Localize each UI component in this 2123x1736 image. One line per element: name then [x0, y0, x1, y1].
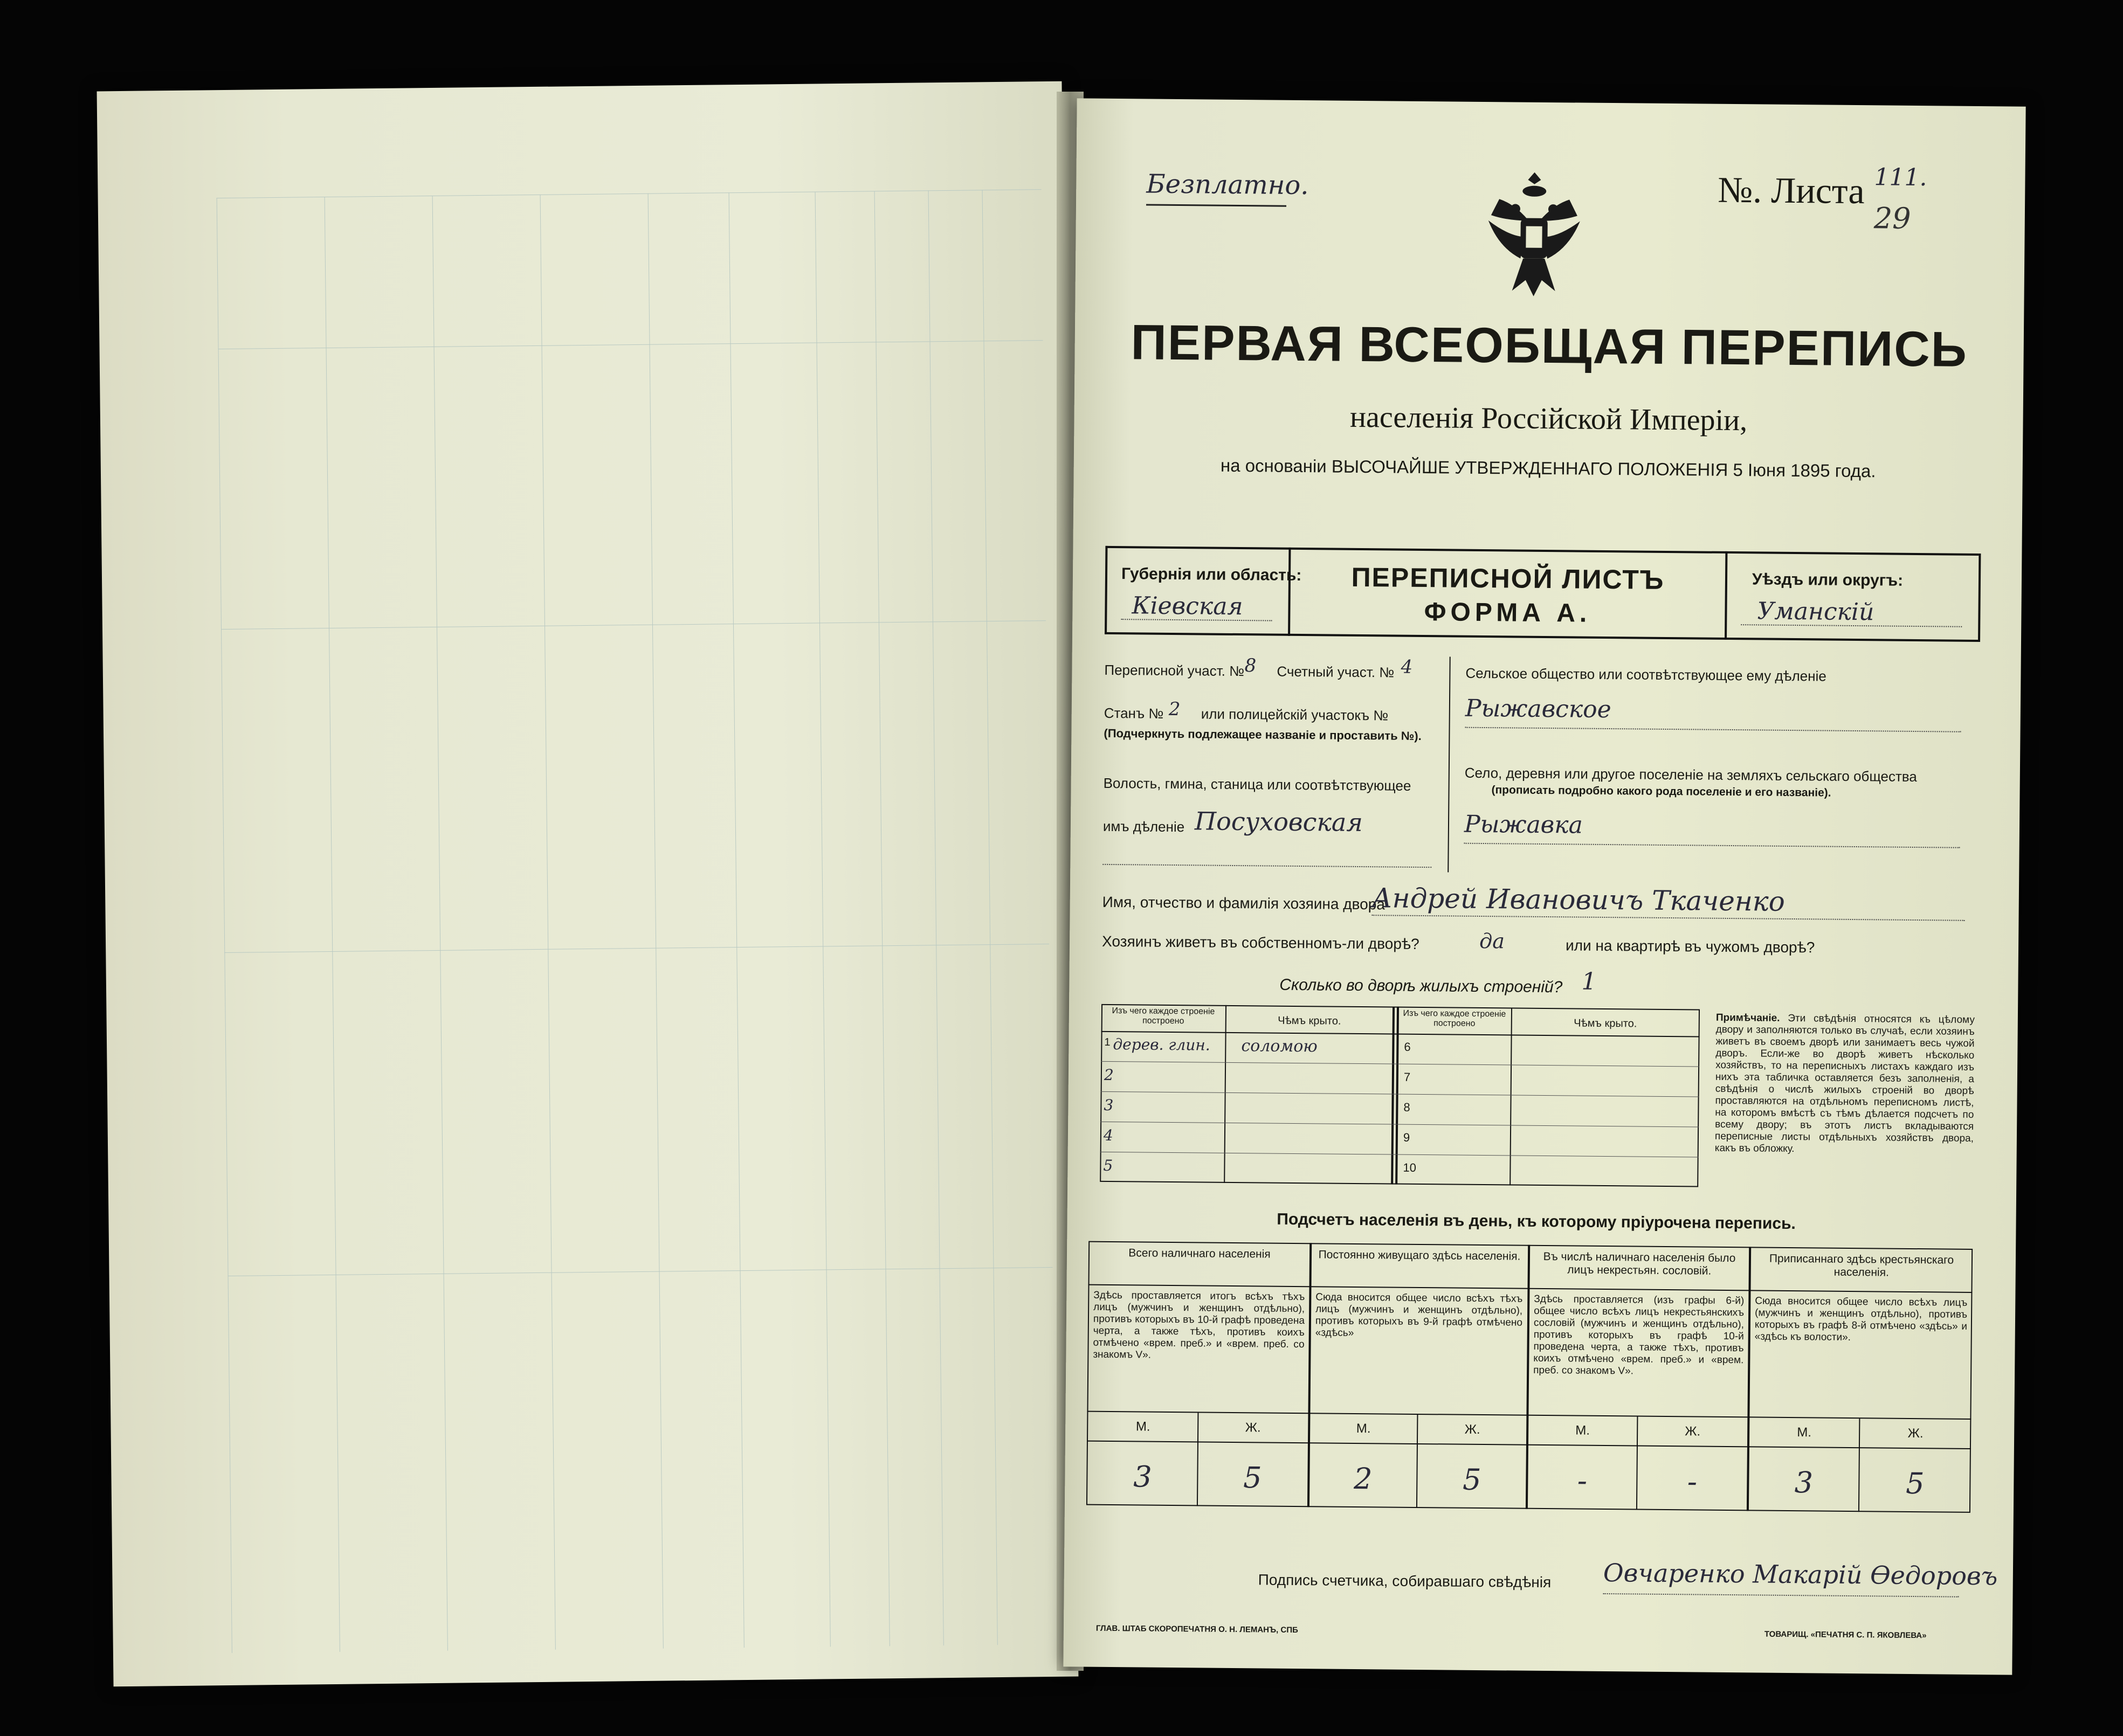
- row-number: 5: [1103, 1156, 1113, 1175]
- population-col-title: Постоянно живущаго здѣсь населенія.: [1318, 1248, 1521, 1263]
- male-label: М.: [1797, 1425, 1812, 1440]
- total-male-value: 3: [1133, 1460, 1152, 1494]
- sheet-number-1: 111.: [1874, 163, 1927, 192]
- male-label: М.: [1575, 1423, 1590, 1438]
- population-col-title: Всего наличнаго населенія: [1128, 1247, 1271, 1261]
- gubernia-label: Губернія или область:: [1121, 565, 1302, 585]
- grid-line: [432, 196, 448, 1651]
- dotted-line: [1741, 624, 1962, 627]
- note-text: Эти свѣдѣнія относятся къ цѣлому двору и заполняются только въ случаѣ, если хозяинъ живетъ въ своемъ дворѣ или занимаетъ весь чужой дворъ. Если-же во дворѣ живетъ нѣсколько хозяйствъ, то на переписныхъ листахъ каждаго изъ нихъ эта табличка оставляется безъ заполненія, а свѣдѣнія о числѣ жилыхъ строеній во дворѣ проставляются на отдѣльномъ переписномъ листѣ, на которомъ вмѣстѣ съ тѣмъ дѣлается подсчетъ по всему двору; въ этотъ листъ вкладываются переписные листы отдѣльныхъ хозяйствъ двора, какъ въ обложку.: [1714, 1012, 1975, 1155]
- grid-line: [982, 190, 998, 1645]
- volost-label-1: Волость, гмина, станица или соотвѣтствующее: [1103, 774, 1411, 794]
- grid-line: [729, 192, 745, 1648]
- lives-value: да: [1479, 929, 1505, 953]
- gubernia-value: Кіевская: [1132, 592, 1243, 621]
- nonpeasant-male-value: -: [1577, 1463, 1588, 1498]
- grid-line: [217, 189, 1042, 198]
- population-col-desc: Здѣсь проставляется итогъ всѣхъ тѣхъ лицъ (мужчинъ и женщинъ отдѣльно), противъ которыхъ въ 10-й графѣ проведена черта, а также тѣхъ, противъ коихъ отмѣчено «врем. преб.» и «врем. преб. со знакомъ V».: [1093, 1289, 1305, 1361]
- resident-male-value: 2: [1353, 1461, 1373, 1496]
- grid-line: [540, 195, 556, 1650]
- census-form-page: [1063, 98, 2025, 1675]
- printer-left: ГЛАВ. ШТАБ СКОРОПЕЧАТНЯ О. Н. ЛЕМАНЪ, СПБ: [1095, 1623, 1298, 1635]
- grid-line: [217, 198, 232, 1653]
- female-label: Ж.: [1907, 1426, 1924, 1441]
- population-col-desc: Сюда вносится общее число всѣхъ лицъ (мужчинъ и женщинъ отдѣльно), противъ которыхъ въ графѣ 8-й отмѣчено «здѣсь» и «здѣсь къ волости».: [1754, 1295, 1968, 1343]
- table-col-header: Чѣмъ крыто.: [1278, 1014, 1341, 1027]
- signature-value: Овчаренко Макарій Ѳедоровъ: [1603, 1558, 1998, 1591]
- signature-label: Подпись счетчика, собиравшаго свѣдѣнія: [1258, 1571, 1552, 1591]
- count-district-value: 4: [1401, 656, 1413, 678]
- grid-line: [228, 1267, 1053, 1276]
- count-district-label: Счетный участ. №: [1277, 663, 1395, 681]
- grid-line: [224, 944, 1049, 953]
- left-page: [97, 81, 1079, 1687]
- note-block: [1715, 1012, 1975, 1157]
- divider: [1105, 632, 1978, 642]
- male-label: М.: [1135, 1419, 1150, 1434]
- form-subtitle: населенія Россійской Имперіи,: [1349, 400, 1748, 438]
- dotted-line: [1121, 619, 1272, 621]
- row-number: 8: [1403, 1100, 1410, 1114]
- note-title: Примѣчаніе.: [1715, 1012, 1780, 1024]
- dotted-line: [1102, 864, 1431, 868]
- sheet-label: №. Листа: [1717, 169, 1865, 212]
- divider: [1105, 546, 1107, 634]
- society-value: Рыжавское: [1465, 694, 1611, 724]
- divider: [1978, 554, 1981, 642]
- form-name: ФОРМА А.: [1424, 598, 1591, 628]
- peasant-male-value: 3: [1794, 1465, 1814, 1500]
- population-col-desc: Здѣсь проставляется (изъ графы 6-й) общее число всѣхъ лицъ некрестьянскихъ сословій (мужчинъ и женщинъ отдѣльно), противъ которыхъ въ графѣ 10-й проведена черта, а также тѣхъ, противъ коихъ отмѣчено «врем. преб.» и «врем. преб. со знакомъ V».: [1533, 1293, 1745, 1377]
- population-col-title: Приписаннаго здѣсь крестьянскаго населенія.: [1769, 1252, 1954, 1279]
- grid-line: [815, 192, 831, 1647]
- dotted-line: [1464, 843, 1960, 848]
- owner-label: Имя, отчество и фамилія хозяина двора: [1102, 893, 1386, 913]
- form-title: ПЕРЕПИСНОЙ ЛИСТЪ: [1351, 562, 1665, 595]
- building-material: дерев. глин.: [1113, 1035, 1210, 1054]
- row-number: 1: [1104, 1036, 1111, 1048]
- row-number: 9: [1403, 1130, 1410, 1144]
- male-label: М.: [1356, 1421, 1371, 1436]
- volost-label-2: имъ дѣленіе: [1102, 818, 1185, 835]
- census-district-value: 8: [1244, 655, 1257, 677]
- grid-line: [928, 190, 944, 1645]
- village-note: (прописать подробно какого рода поселеніе и его названіе).: [1491, 784, 1831, 799]
- nonpeasant-female-value: -: [1687, 1464, 1698, 1499]
- grid-line: [218, 340, 1043, 349]
- divider: [1105, 546, 1979, 556]
- owner-value: Андрей Ивановичъ Ткаченко: [1371, 882, 1785, 917]
- lives-label-2: или на квартирѣ въ чужомъ дворѣ?: [1565, 937, 1815, 956]
- lives-label: Хозяинъ живетъ въ собственномъ-ли дворѣ?: [1101, 932, 1419, 952]
- sheet-number-2: 29: [1873, 201, 1911, 236]
- building-roof: соломою: [1241, 1036, 1318, 1056]
- total-female-value: 5: [1243, 1461, 1262, 1495]
- form-basis: на основаніи ВЫСОЧАЙШЕ УТВЕРЖДЕННАГО ПОЛОЖЕНІЯ 5 Іюня 1895 года.: [1220, 455, 1876, 481]
- stan-value: 2: [1168, 698, 1181, 721]
- divider: [1448, 656, 1450, 872]
- printer-right: ТОВАРИЩ. «ПЕЧАТНЯ С. П. ЯКОВЛЕВА»: [1764, 1629, 1927, 1641]
- row-number: 4: [1103, 1126, 1113, 1145]
- row-number: 6: [1404, 1040, 1411, 1054]
- imperial-eagle-icon: [1477, 167, 1591, 308]
- society-label: Сельское общество или соотвѣтствующее ему дѣленіе: [1465, 665, 1826, 684]
- female-label: Ж.: [1685, 1424, 1701, 1439]
- stan-label: Станъ №: [1104, 704, 1164, 722]
- table-col-header: Изъ чего каждое строеніе построено: [1112, 1006, 1215, 1026]
- grid-line: [221, 620, 1046, 630]
- table-col-header: Чѣмъ крыто.: [1574, 1017, 1637, 1030]
- grid-line: [874, 191, 890, 1646]
- underline-note: (Подчеркнуть подлежащее названіе и проставить №).: [1104, 726, 1422, 743]
- volost-value: Посуховская: [1194, 806, 1363, 838]
- uezd-label: Уѣздъ или округъ:: [1752, 570, 1904, 590]
- resident-female-value: 5: [1462, 1462, 1481, 1497]
- uezd-value: Уманскій: [1757, 597, 1874, 626]
- grid-line: [325, 197, 340, 1652]
- village-value: Рыжавка: [1464, 810, 1583, 839]
- dotted-line: [1465, 727, 1961, 732]
- police-label: или полицейскій участокъ №: [1201, 706, 1389, 724]
- row-number: 2: [1104, 1066, 1114, 1084]
- row-number: 10: [1403, 1160, 1417, 1174]
- buildings-label: Сколько во дворѣ жилыхъ строеній?: [1279, 976, 1563, 997]
- free-label: Безплатно.: [1146, 169, 1309, 201]
- grid-line: [648, 193, 664, 1649]
- form-main-title: ПЕРВАЯ ВСЕОБЩАЯ ПЕРЕПИСЬ: [1131, 315, 1968, 377]
- row-number: 3: [1104, 1096, 1114, 1115]
- dotted-line: [1603, 1593, 1959, 1597]
- village-label: Село, деревня или другое поселеніе на земляхъ сельскаго общества: [1464, 764, 1917, 785]
- female-label: Ж.: [1245, 1420, 1261, 1435]
- table-col-header: Изъ чего каждое строеніе построено: [1403, 1008, 1506, 1028]
- row-number: 7: [1403, 1070, 1411, 1084]
- buildings-value: 1: [1581, 967, 1597, 995]
- peasant-female-value: 5: [1905, 1466, 1925, 1501]
- female-label: Ж.: [1464, 1422, 1480, 1437]
- population-heading: Подсчетъ населенія въ день, къ которому пріурочена перепись.: [1277, 1210, 1796, 1233]
- underline: [1146, 204, 1286, 207]
- population-col-title: Въ числѣ наличнаго населенія было лицъ некрестьян. сословій.: [1543, 1250, 1736, 1277]
- census-district-label: Переписной участ. №: [1104, 661, 1245, 680]
- population-col-desc: Сюда вносится общее число всѣхъ тѣхъ лицъ (мужчинъ и женщинъ отдѣльно), противъ которыхъ въ 9-й графѣ отмѣчено «здѣсь»: [1315, 1291, 1523, 1339]
